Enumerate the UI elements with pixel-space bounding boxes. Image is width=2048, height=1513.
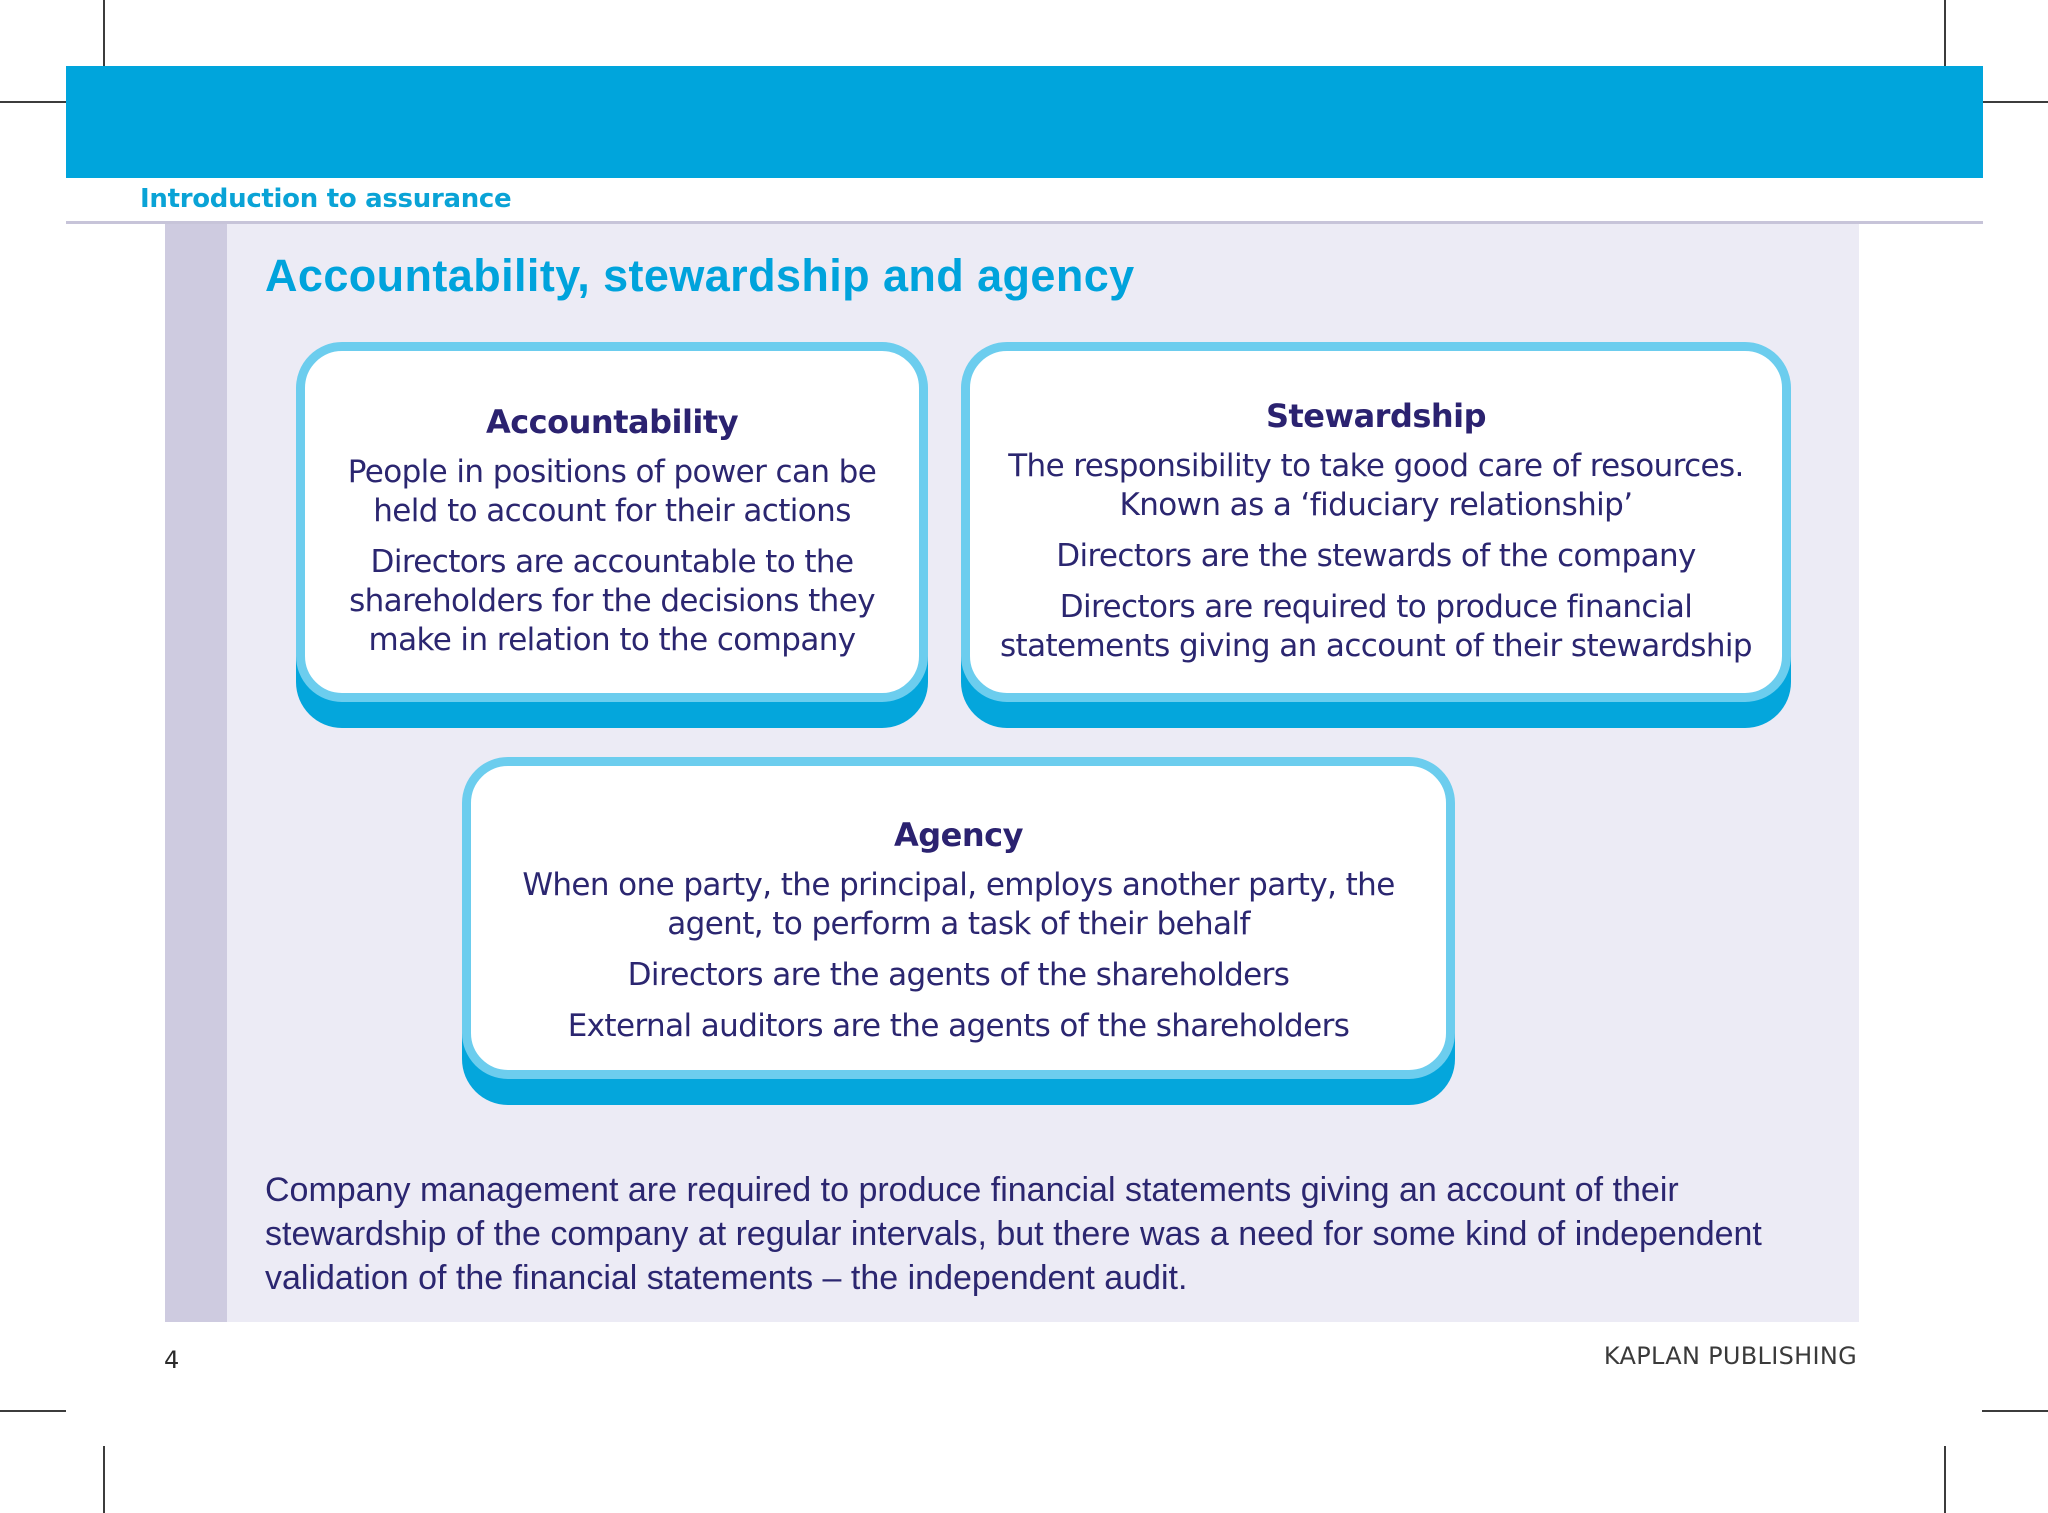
card-text: When one party, the principal, employs another party, the agent, to perform a task of their behalf — [522, 867, 1395, 942]
card-title: Accountability — [485, 403, 739, 441]
crop-mark — [103, 1446, 105, 1513]
panel-side-bar — [165, 224, 227, 1322]
summary-paragraph: Company management are required to produce financial statements giving an account of their stewardship of the company at regular intervals, but there was a need for some kind of independent validation of the financial statements – the independent audit. — [265, 1171, 1762, 1297]
stewardship-card — [961, 342, 1791, 702]
card-text: Directors are required to produce financial statements giving an account of their stewardship — [999, 589, 1752, 664]
crop-mark — [1982, 1410, 2048, 1412]
crop-mark — [1982, 101, 2048, 103]
card-text: People in positions of power can be held to account for their actions — [347, 454, 877, 529]
card-title: Agency — [894, 816, 1023, 854]
header-band — [66, 66, 1983, 178]
publisher-name: KAPLAN PUBLISHING — [1603, 1342, 1857, 1370]
card-title: Stewardship — [1265, 397, 1487, 435]
card-text: The responsibility to take good care of resources. Known as a ‘fiduciary relationship’ — [1008, 448, 1744, 523]
agency-card — [462, 757, 1455, 1079]
card-text: Directors are accountable to the shareholders for the decisions they make in relation to the company — [349, 544, 875, 658]
section-title: Accountability, stewardship and agency — [265, 250, 1135, 301]
crop-mark — [1944, 0, 1946, 66]
card-text: Directors are the agents of the shareholders — [627, 957, 1290, 993]
page-number: 4 — [164, 1346, 180, 1374]
crop-mark — [1944, 1446, 1946, 1513]
accountability-card — [296, 342, 928, 702]
running-head: Introduction to assurance — [140, 184, 512, 214]
card-text: External auditors are the agents of the shareholders — [567, 1008, 1350, 1044]
crop-mark — [103, 0, 105, 66]
card-text: Directors are the stewards of the company — [1056, 538, 1696, 574]
crop-mark — [0, 101, 66, 103]
crop-mark — [0, 1410, 66, 1412]
